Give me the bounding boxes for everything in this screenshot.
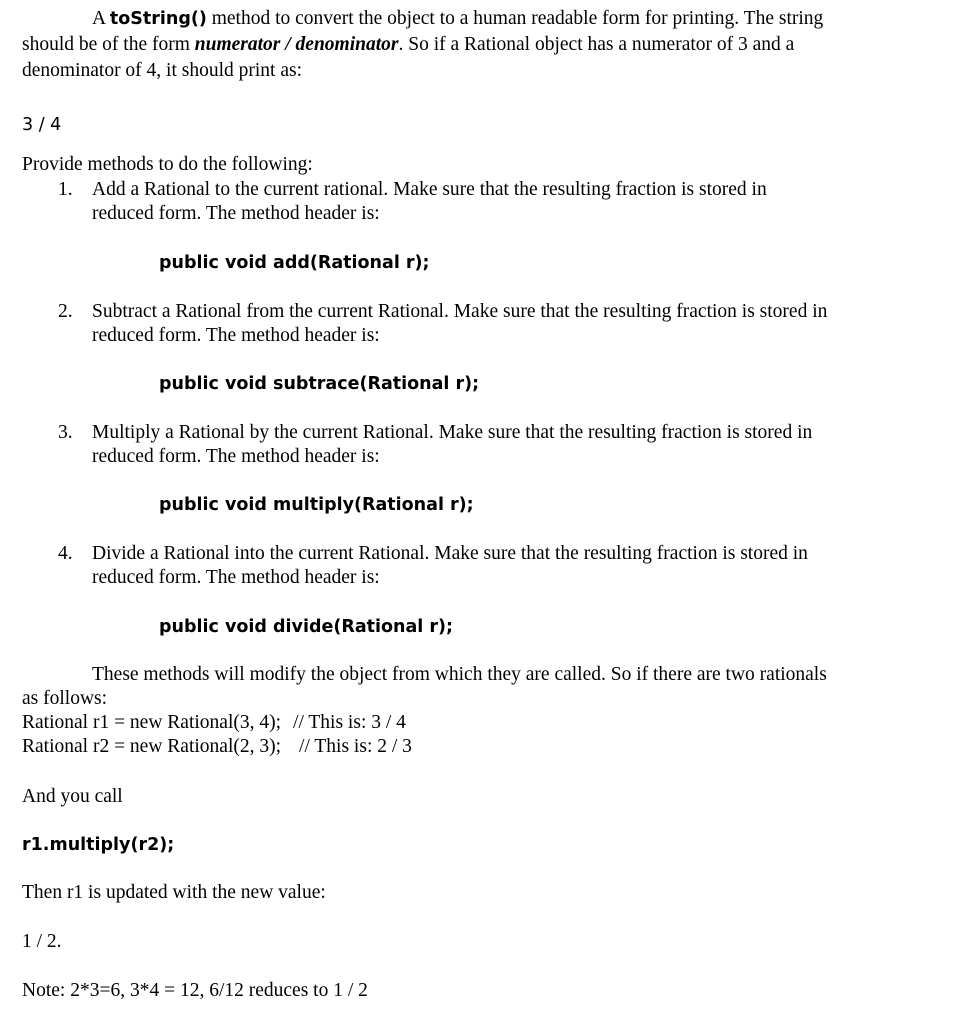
fraction-form-emphasis: numerator / denominator: [194, 34, 399, 55]
and-you-call-text: And you call: [22, 786, 123, 807]
declaration-r2-comment: // This is: 2 / 3: [299, 736, 412, 757]
example-output: 3 / 4: [22, 115, 62, 135]
intro-line-2: [22, 33, 794, 57]
declaration-r1-code: Rational r1 = new Rational(3, 4);: [22, 712, 282, 733]
method-4-header: public void divide(Rational r);: [159, 617, 454, 637]
method-3-line-1: Multiply a Rational by the current Rational. Make sure that the resulting fraction is stored in: [92, 422, 813, 443]
intro-line2-suffix: . So if a Rational object has a numerator of 3 and a: [398, 34, 795, 55]
intro-line2-prefix: should be of the form: [22, 34, 195, 55]
list-number-1: 1.: [58, 179, 73, 200]
declaration-r2-code: Rational r2 = new Rational(2, 3);: [22, 736, 282, 757]
method-1-header: public void add(Rational r);: [159, 253, 430, 273]
method-1-line-1: Add a Rational to the current rational. Make sure that the resulting fraction is stored in: [92, 179, 767, 200]
list-number-3: 3.: [58, 422, 73, 443]
modify-text-line-1: These methods will modify the object from which they are called. So if there are two rationals: [92, 664, 827, 685]
declaration-r1-comment: // This is: 3 / 4: [293, 712, 406, 733]
intro-suffix: method to convert the object to a human readable form for printing. The string: [206, 8, 824, 29]
method-3-header: public void multiply(Rational r);: [159, 495, 474, 515]
intro-prefix: A: [92, 8, 110, 29]
list-number-2: 2.: [58, 301, 73, 322]
note-text: Note: 2*3=6, 3*4 = 12, 6/12 reduces to 1 / 2: [22, 980, 368, 1001]
declaration-r1: [22, 711, 406, 735]
multiply-call-code: r1.multiply(r2);: [22, 835, 175, 855]
method-2-line-1: Subtract a Rational from the current Rational. Make sure that the resulting fraction is stored in: [92, 301, 828, 322]
method-3-line-2: reduced form. The method header is:: [92, 446, 380, 467]
method-4-line-2: reduced form. The method header is:: [92, 567, 380, 588]
provide-methods-text: Provide methods to do the following:: [22, 154, 313, 175]
result-value: 1 / 2.: [22, 931, 62, 952]
modify-text-line-2: as follows:: [22, 688, 108, 709]
method-4-line-1: Divide a Rational into the current Rational. Make sure that the resulting fraction is stored in: [92, 543, 808, 564]
intro-line-3: denominator of 4, it should print as:: [22, 60, 303, 81]
list-number-4: 4.: [58, 543, 73, 564]
tostring-code: toString(): [109, 9, 207, 29]
declaration-r2: [22, 735, 412, 759]
intro-line-1: [92, 7, 823, 31]
method-2-header: public void subtrace(Rational r);: [159, 374, 480, 394]
method-2-line-2: reduced form. The method header is:: [92, 325, 380, 346]
method-1-line-2: reduced form. The method header is:: [92, 203, 380, 224]
then-updated-text: Then r1 is updated with the new value:: [22, 882, 326, 903]
